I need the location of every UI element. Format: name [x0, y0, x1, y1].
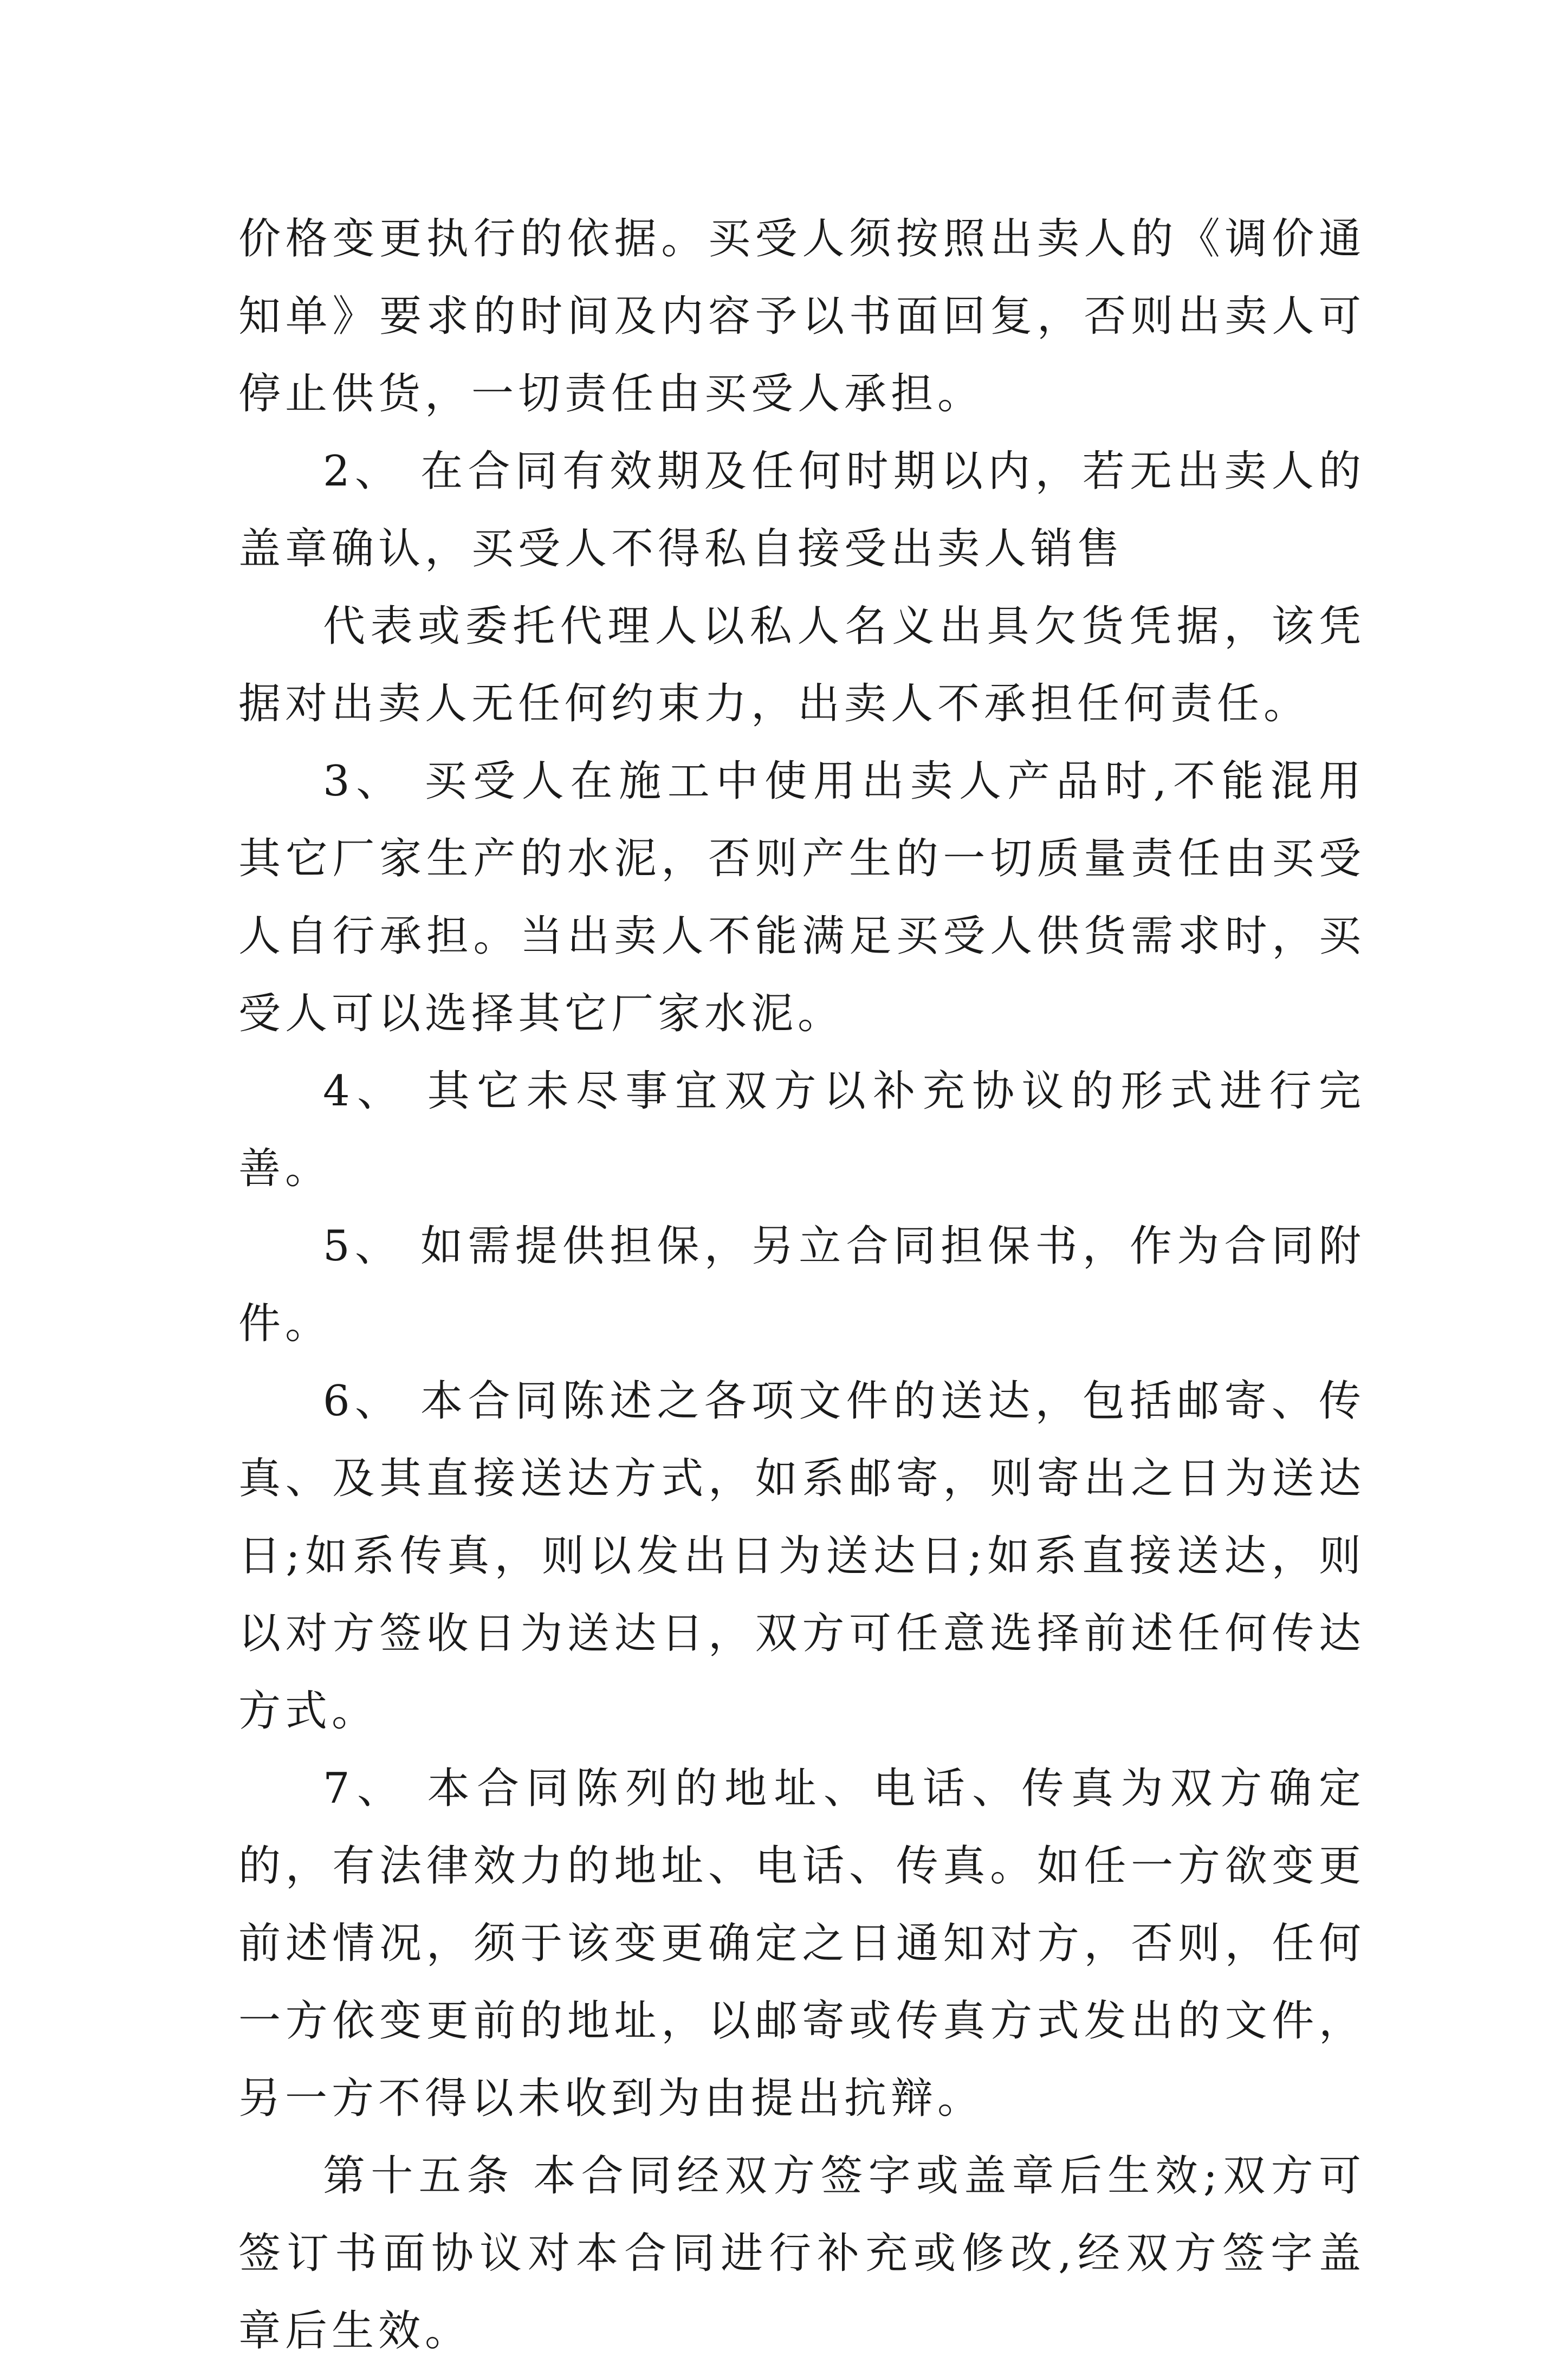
paragraph-price-change: 价格变更执行的依据。买受人须按照出卖人的《调价通知单》要求的时间及内容予以书面回复，否则出卖人可停止供货，一切责任由买受人承担。	[238, 215, 1365, 418]
paragraph-clause-3: 3、 买受人在施工中使用出卖人产品时,不能混用其它厂家生产的水泥，否则产生的一切质量责任由买受人自行承担。当出卖人不能满足买受人供货需求时，买受人可以选择其它厂家水泥。	[238, 757, 1365, 1038]
paragraph-clause-2-continued: 代表或委托代理人以私人名义出具欠货凭据，该凭据对出卖人无任何约束力，出卖人不承担任何责任。	[238, 602, 1365, 728]
document-body	[238, 200, 1365, 2370]
paragraph-clause-6: 6、 本合同陈述之各项文件的送达，包括邮寄、传真、及其直接送达方式，如系邮寄，则寄出之日为送达日;如系传真，则以发出日为送达日;如系直接送达，则以对方签收日为送达日，双方可任意选择前述任何传达方式。	[238, 1377, 1365, 1736]
paragraph-clause-4: 4、 其它未尽事宜双方以补充协议的形式进行完善。	[238, 1067, 1365, 1193]
paragraph-clause-2: 2、 在合同有效期及任何时期以内，若无出卖人的盖章确认，买受人不得私自接受出卖人销售	[238, 447, 1365, 573]
paragraph-clause-7: 7、 本合同陈列的地址、电话、传真为双方确定的，有法律效力的地址、电话、传真。如任一方欲变更前述情况，须于该变更确定之日通知对方，否则，任何一方依变更前的地址，以邮寄或传真方式发出的文件，另一方不得以未收到为由提出抗辩。	[238, 1764, 1365, 2123]
paragraph-article-15: 第十五条 本合同经双方签字或盖章后生效;双方可签订书面协议对本合同进行补充或修改,经双方签字盖章后生效。	[238, 2152, 1365, 2355]
paragraph-clause-5: 5、 如需提供担保，另立合同担保书，作为合同附件。	[238, 1222, 1365, 1348]
